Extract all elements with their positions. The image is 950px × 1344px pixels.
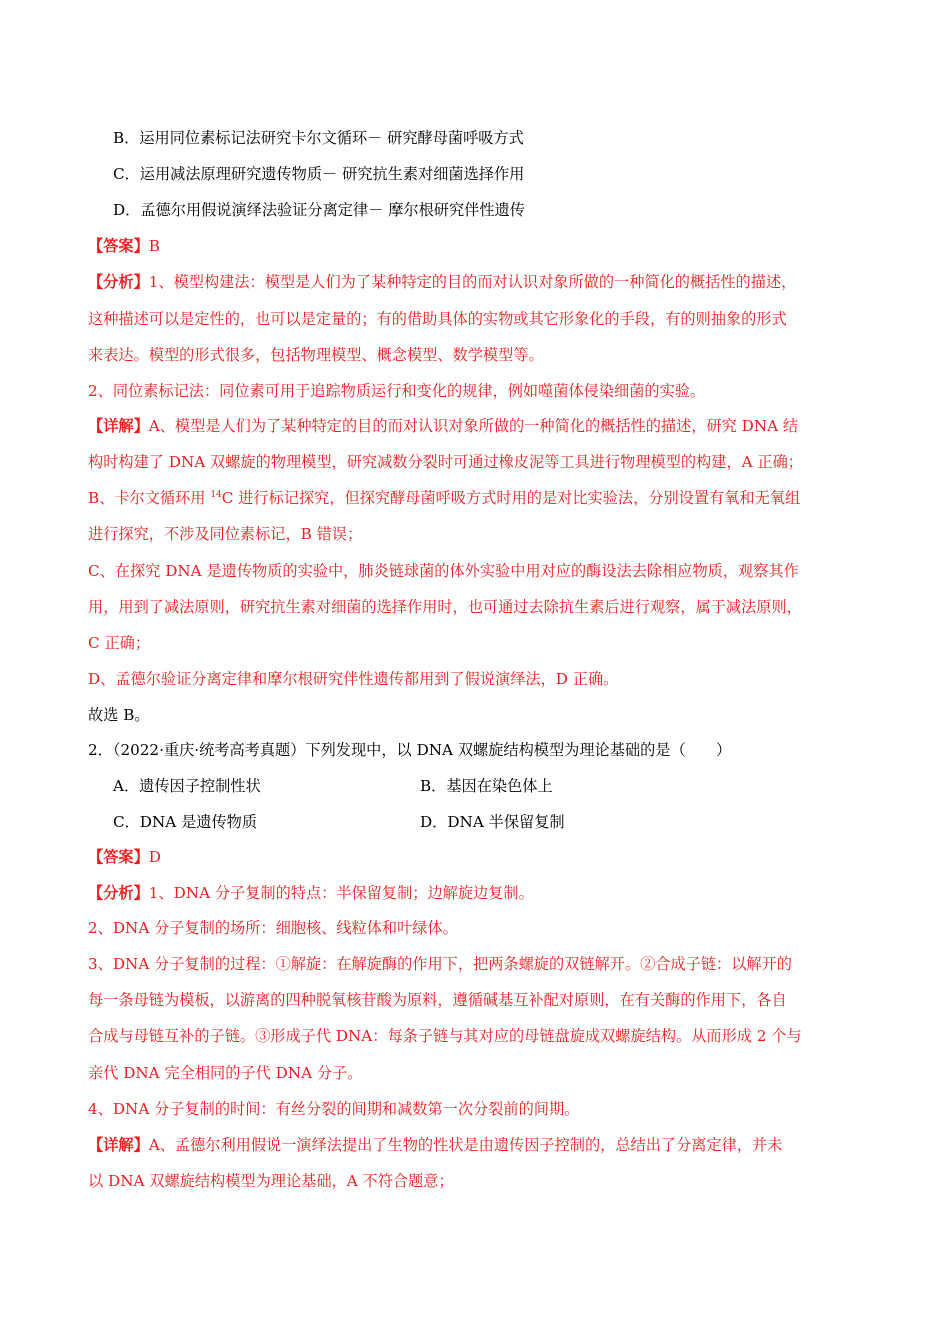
q1-detail-line: C 正确； — [88, 634, 151, 652]
analysis-tag: 【分析】 — [88, 273, 149, 291]
q1-option-c: C．运用减法原理研究遗传物质－ 研究抗生素对细菌选择作用 — [113, 165, 525, 183]
q1-detail-line: C、在探究 DNA 是遗传物质的实验中，肺炎链球菌的体外实验中用对应的酶设法去除相应物质，观察其作 — [88, 562, 799, 580]
q2-detail-line: 以 DNA 双螺旋结构模型为理论基础，A 不符合题意； — [88, 1172, 454, 1190]
detail-tag: 【详解】 — [88, 1136, 149, 1154]
q2-analysis-line: 3、DNA 分子复制的过程：①解旋：在解旋酶的作用下，把两条螺旋的双链解开。②合成子链：以解开的 — [88, 955, 792, 973]
q2-stem: 2．（2022·重庆·统考高考真题）下列发现中，以 DNA 双螺旋结构模型为理论基础的是（ ） — [88, 741, 732, 759]
q1-analysis-line: 2、同位素标记法：同位素可用于追踪物质运行和变化的规律，例如噬菌体侵染细菌的实验。 — [88, 382, 706, 400]
q1-detail-line-b — [88, 488, 800, 508]
q2-option-c: C．DNA 是遗传物质 — [113, 813, 258, 831]
detail-text: A、孟德尔利用假说一演绎法提出了生物的性状是由遗传因子控制的，总结出了分离定律，并未 — [148, 1136, 783, 1154]
q1-detail-line: 用，用到了减法原则，研究抗生素对细菌的选择作用时，也可通过去除抗生素后进行观察，属于减法原则， — [88, 598, 802, 616]
q1-option-d: D．孟德尔用假说演绎法验证分离定律－ 摩尔根研究伴性遗传 — [113, 201, 525, 219]
answer-tag: 【答案】 — [88, 848, 149, 866]
detail-tag: 【详解】 — [88, 417, 149, 435]
q1-detail-line: D、孟德尔验证分离定律和摩尔根研究伴性遗传都用到了假说演绎法，D 正确。 — [88, 670, 619, 688]
detail-text: B、卡尔文循环用 — [88, 489, 211, 507]
answer-value: D — [148, 848, 161, 866]
analysis-tag: 【分析】 — [88, 884, 149, 902]
q2-analysis-line: 2、DNA 分子复制的场所：细胞核、线粒体和叶绿体。 — [88, 919, 458, 937]
q1-answer — [88, 236, 160, 256]
q2-option-d: D．DNA 半保留复制 — [420, 813, 565, 831]
detail-text: A、模型是人们为了某种特定的目的而对认识对象所做的一种简化的概括性的描述，研究 DNA 结 — [148, 417, 799, 435]
q2-analysis-line: 合成与母链互补的子链。③形成子代 DNA：每条子链与其对应的母链盘旋成双螺旋结构。从而形成 2 个与 — [88, 1027, 802, 1045]
q1-analysis-line: 这种描述可以是定性的，也可以是定量的；有的借助具体的实物或其它形象化的手段，有的则抽象的形式 — [88, 310, 787, 328]
q2-option-a: A．遗传因子控制性状 — [113, 777, 261, 795]
q1-detail-line — [88, 416, 798, 436]
q1-conclusion: 故选 B。 — [88, 706, 150, 724]
q2-analysis-line — [88, 883, 534, 903]
q2-analysis-line: 亲代 DNA 完全相同的子代 DNA 分子。 — [88, 1064, 363, 1082]
detail-text: C 进行标记探究，但探究酵母菌呼吸方式时用的是对比实验法，分别设置有氧和无氧组 — [221, 489, 801, 507]
q2-answer — [88, 847, 161, 867]
q1-analysis-line: 来表达。模型的形式很多，包括物理模型、概念模型、数学模型等。 — [88, 346, 544, 364]
analysis-text: 1、模型构建法：模型是人们为了某种特定的目的而对认识对象所做的一种简化的概括性的描述， — [148, 273, 797, 291]
q2-detail-line — [88, 1135, 782, 1155]
q1-option-b: B．运用同位素标记法研究卡尔文循环－ 研究酵母菌呼吸方式 — [113, 129, 524, 147]
q2-option-b: B．基因在染色体上 — [420, 777, 553, 795]
answer-value: B — [148, 237, 160, 255]
q1-detail-line: 进行探究，不涉及同位素标记，B 错误； — [88, 525, 363, 543]
q2-analysis-line: 每一条母链为模板，以游离的四种脱氧核苷酸为原料，遵循碱基互补配对原则，在有关酶的作用下，各自 — [88, 991, 787, 1009]
analysis-text: 1、DNA 分子复制的特点：半保留复制；边解旋边复制。 — [148, 884, 534, 902]
q1-detail-line: 构时构建了 DNA 双螺旋的物理模型，研究减数分裂时可通过橡皮泥等工具进行物理模型的构建，A 正确； — [88, 453, 803, 471]
q2-analysis-line: 4、DNA 分子复制的时间：有丝分裂的间期和减数第一次分裂前的间期。 — [88, 1100, 580, 1118]
isotope-superscript: 14 — [210, 490, 222, 500]
answer-tag: 【答案】 — [88, 237, 149, 255]
q1-analysis-line — [88, 272, 796, 292]
